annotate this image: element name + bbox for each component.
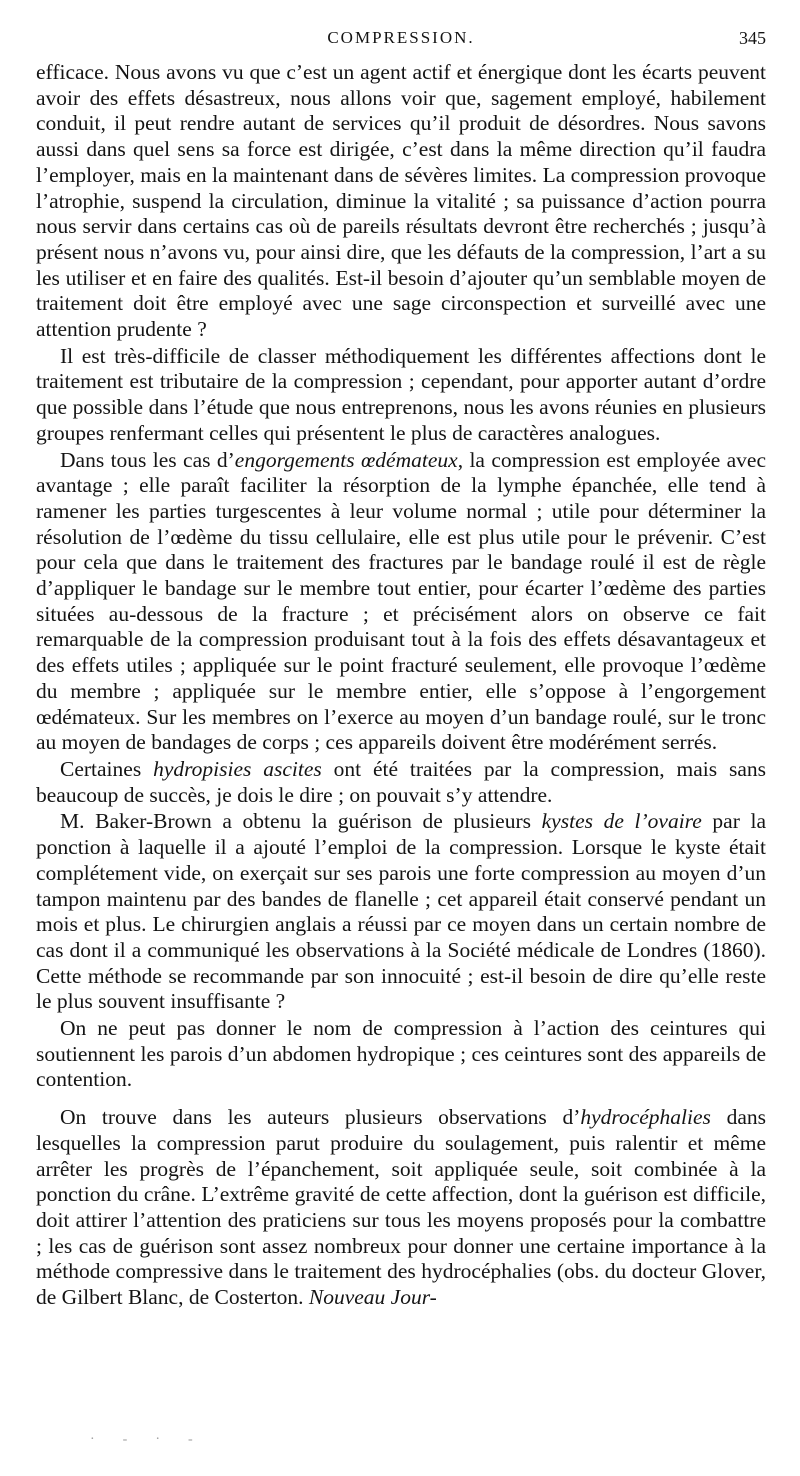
- italic-term: engorgements œdémateux: [234, 447, 458, 472]
- italic-term: hydrocéphalies: [580, 1105, 711, 1130]
- book-page: [36, 26, 766, 1311]
- italic-term: Nouveau Jour-: [308, 1285, 437, 1310]
- paragraph-6: [36, 1016, 766, 1093]
- body-text: [36, 60, 766, 1311]
- running-head: [36, 26, 766, 60]
- text-segment: Il est très-difficile de classer méthodiquement les différentes affections dont le traitement est tributaire de la compression ; cependant, pour apporter autant d’ordre que possible dans l’étude que nous entreprenons, nous les avons réunies en plusieurs groupes renfermant celles qui présentent le plus de caractères analogues.: [36, 343, 766, 445]
- scan-speck-marks: ·-·-: [90, 1432, 221, 1447]
- text-segment: On trouve dans les auteurs plusieurs observations d’: [60, 1105, 581, 1130]
- text-segment: On ne peut pas donner le nom de compression à l’action des ceintures qui soutiennent les parois d’un abdomen hydropique ; ces ceintures sont des appareils de contention.: [36, 1016, 766, 1092]
- italic-term: kystes de l’ovaire: [541, 809, 702, 834]
- paragraph-4: [36, 757, 766, 808]
- paragraph-7: [36, 1105, 766, 1311]
- paragraph-3: [36, 448, 766, 756]
- text-segment: dans lesquelles la compression parut produire du soulagement, puis ralentir et même arrêter les progrès de l’épanchement, soit appliquée seule, soit combinée à la ponction du crâne. L’extrême gravité de cette affection, dont la guérison est difficile, doit attirer l’attention des praticiens sur tous les moyens proposés pour la combattre ; les cas de guérison sont assez nombreux pour donner une certaine importance à la méthode compressive dans le traitement des hydrocéphalies (obs. du docteur Glover, de Gilbert Blanc, de Costerton.: [36, 1105, 766, 1310]
- running-title: COMPRESSION.: [327, 28, 475, 47]
- paragraph-2: [36, 344, 766, 447]
- text-segment: ont été traitées par la compression, mais sans beaucoup de succès, je dois le dire ; on pouvait s’y attendre.: [36, 756, 766, 807]
- page-number: 345: [739, 28, 766, 48]
- text-segment: efficace. Nous avons vu que c’est un agent actif et énergique dont les écarts peuvent avoir des effets désastreux, nous allons voir que, sagement employé, habilement conduit, il peut rendre autant de services qu’il produit de désordres. Nous savons aussi dans quel sens sa force est dirigée, c’est dans la même direction qu’il faudra l’employer, mais en la maintenant dans de sévères limites. La compression provoque l’atrophie, suspend la circulation, diminue la vitalité ; sa puissance d’action pourra nous servir dans certains cas où de pareils résultats devront être recherchés ; jusqu’à présent nous n’avons vu, pour ainsi dire, que les défauts de la compression, l’art a su les utiliser et en faire des qualités. Est-il besoin d’ajouter qu’un semblable moyen de traitement doit être employé avec une sage circonspection et surveillé avec une attention prudente ?: [36, 60, 766, 342]
- text-segment: par la ponction à laquelle il a ajouté l’emploi de la compression. Lorsque le kyste était complétement vide, on exerçait sur ses parois une forte compression au moyen d’un tampon maintenu par des bandes de flanelle ; cet appareil était conservé pendant un mois et plus. Le chirurgien anglais a réussi par ce moyen dans un certain nombre de cas dont il a communiqué les observations à la Société médicale de Londres (1860). Cette méthode se recommande par son innocuité ; est-il besoin de dire qu’elle reste le plus souvent insuffisante ?: [36, 809, 766, 1014]
- paragraph-5: [36, 809, 766, 1015]
- text-segment: M. Baker-Brown a obtenu la guérison de plusieurs: [60, 809, 542, 834]
- paragraph-1: [36, 60, 766, 343]
- italic-term: hydropisies ascites: [153, 756, 322, 781]
- text-segment: Certaines: [60, 756, 154, 781]
- text-segment: Dans tous les cas d’: [60, 447, 235, 472]
- text-segment: , la compression est employée avec avantage ; elle paraît faciliter la résorption de la lymphe épanchée, elle tend à ramener les parties turgescentes à leur volume normal ; utile pour déterminer la résolution de l’œdème du tissu cellulaire, elle est plus utile pour le prévenir. C’est pour cela que dans le traitement des fractures par le bandage roulé il est de règle d’appliquer le bandage sur le membre tout entier, pour écarter l’œdème des parties situées au-dessous de la fracture ; et précisément alors on observe ce fait remarquable de la compression produisant tout à la fois des effets désavantageux et des effets utiles ; appliquée sur le point fracturé seulement, elle provoque l’œdème du membre ; appliquée sur le membre entier, elle s’oppose à l’engorgement œdémateux. Sur les membres on l’exerce au moyen d’un bandage roulé, sur le tronc au moyen de bandages de corps ; ces appareils doivent être modérément serrés.: [36, 447, 766, 755]
